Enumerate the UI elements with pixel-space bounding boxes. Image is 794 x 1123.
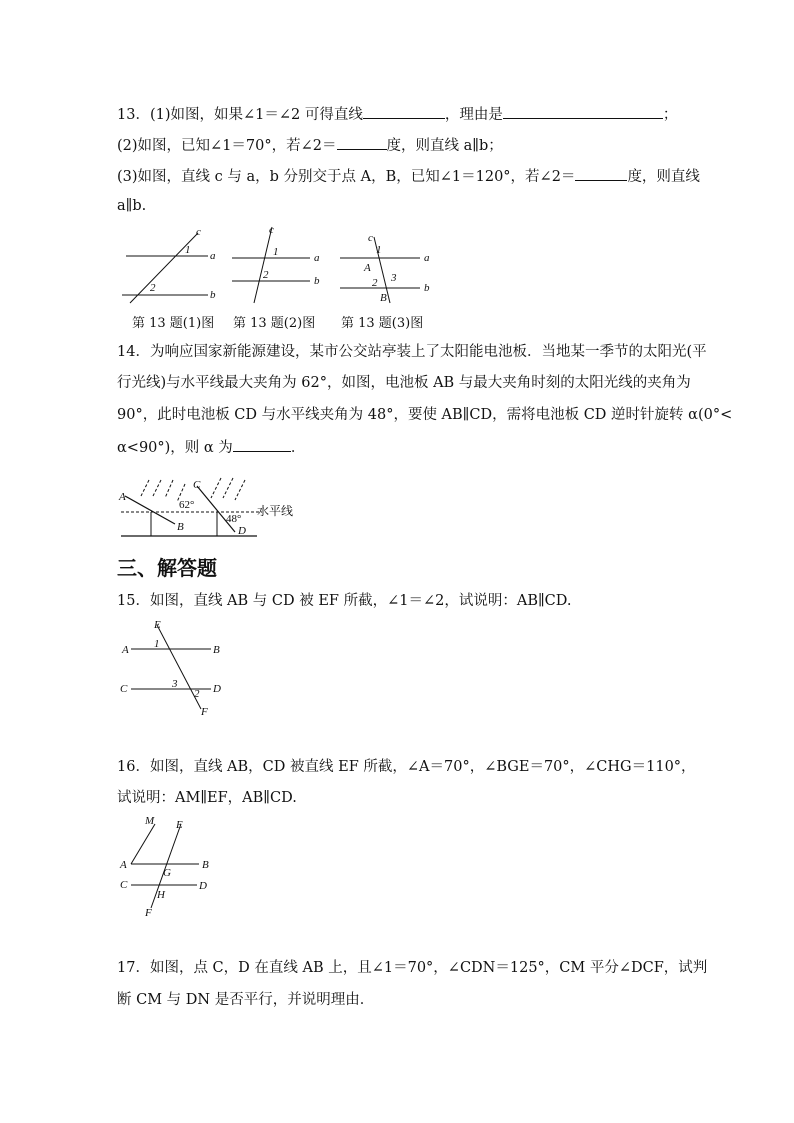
svg-text:b: b <box>314 275 320 287</box>
svg-text:a: a <box>424 252 430 264</box>
svg-text:B: B <box>213 644 220 656</box>
q13-line-2: (2)如图，已知∠1＝70°，若∠2＝ 度，则直线 a∥b； <box>117 134 503 156</box>
svg-text:D: D <box>238 525 246 537</box>
q15-text: 15．如图，直线 AB 与 CD 被 EF 所截，∠1＝∠2，试说明：AB∥CD. <box>117 593 572 609</box>
q16-line-1: 16．如图，直线 AB，CD 被直线 EF 所截，∠A＝70°，∠BGE＝70°，∠CHG＝110°， <box>117 759 696 775</box>
q17-line-1: 17．如图，点 C，D 在直线 AB 上，且∠1＝70°，∠CDN＝125°，CM 平分∠DCF，试判 <box>117 960 708 976</box>
svg-text:62°: 62° <box>179 499 195 511</box>
q14-line-1: 14．为响应国家新能源建设，某市公交站亭装上了太阳能电池板．当地某一季节的太阳光(平 <box>117 344 707 360</box>
svg-text:H: H <box>157 889 165 901</box>
svg-text:M: M <box>145 815 155 827</box>
figure-14-solar-panels <box>117 474 307 544</box>
svg-text:c: c <box>196 226 201 238</box>
svg-text:F: F <box>201 706 208 718</box>
svg-text:C: C <box>193 479 201 491</box>
svg-text:B: B <box>380 292 387 304</box>
q16-line-2: 试说明：AM∥EF，AB∥CD. <box>117 790 297 806</box>
q13-line-1: 13．(1)如图，如果∠1＝∠2 可得直线 ，理由是 ； <box>117 103 677 125</box>
svg-text:G: G <box>163 867 171 879</box>
figure-13-3 <box>336 225 436 305</box>
svg-text:A: A <box>119 491 126 503</box>
svg-text:3: 3 <box>391 272 397 284</box>
figure-15 <box>117 617 237 717</box>
svg-text:b: b <box>210 289 216 301</box>
svg-text:3: 3 <box>172 678 178 690</box>
figure-caption: 第 13 题(1)图 <box>132 316 215 331</box>
svg-text:2: 2 <box>150 282 156 294</box>
svg-text:2: 2 <box>372 277 378 289</box>
svg-text:2: 2 <box>194 688 200 700</box>
svg-text:B: B <box>177 521 184 533</box>
answer-blank[interactable] <box>503 103 663 119</box>
svg-text:c: c <box>269 224 274 236</box>
figure-16 <box>117 812 227 922</box>
svg-text:E: E <box>176 819 183 831</box>
svg-text:1: 1 <box>154 638 160 650</box>
svg-text:A: A <box>364 262 371 274</box>
answer-blank[interactable] <box>575 165 627 181</box>
answer-blank[interactable] <box>363 103 445 119</box>
svg-text:1: 1 <box>185 244 191 256</box>
svg-text:1: 1 <box>273 246 279 258</box>
svg-text:F: F <box>145 907 152 919</box>
svg-text:A: A <box>122 644 129 656</box>
svg-text:D: D <box>199 880 207 892</box>
q17-line-2: 断 CM 与 DN 是否平行，并说明理由． <box>117 992 375 1008</box>
q13-line-3: (3)如图，直线 c 与 a，b 分别交于点 A，B，已知∠1＝120°，若∠2＝ 度，则直线 <box>117 165 700 187</box>
figure-caption: 第 13 题(3)图 <box>341 316 424 331</box>
svg-text:2: 2 <box>263 269 269 281</box>
svg-text:C: C <box>120 879 128 891</box>
svg-text:a: a <box>314 252 320 264</box>
svg-text:水平线: 水平线 <box>257 504 294 518</box>
svg-text:a: a <box>210 250 216 262</box>
svg-text:C: C <box>120 683 128 695</box>
q13-line-4: a∥b. <box>117 198 147 214</box>
svg-text:48°: 48° <box>226 513 242 525</box>
answer-blank[interactable] <box>233 436 291 452</box>
figure-13-1 <box>118 225 218 305</box>
q14-line-2: 行光线)与水平线最大夹角为 62°，如图，电池板 AB 与最大夹角时刻的太阳光线的夹角为 <box>117 375 691 391</box>
q14-line-4: α<90°)，则 α 为 ． <box>117 436 305 458</box>
figure-13-2 <box>228 225 328 305</box>
section-title: 三、解答题 <box>117 556 217 580</box>
answer-blank[interactable] <box>337 134 387 150</box>
svg-text:1: 1 <box>376 244 382 256</box>
figure-caption: 第 13 题(2)图 <box>233 316 316 331</box>
svg-text:E: E <box>154 619 161 631</box>
svg-text:D: D <box>213 683 221 695</box>
svg-text:B: B <box>202 859 209 871</box>
svg-text:A: A <box>120 859 127 871</box>
q14-line-3: 90°，此时电池板 CD 与水平线夹角为 48°，要使 AB∥CD，需将电池板 CD 逆时针旋转 α(0°< <box>117 407 733 423</box>
svg-text:b: b <box>424 282 430 294</box>
svg-text:c: c <box>368 232 373 244</box>
